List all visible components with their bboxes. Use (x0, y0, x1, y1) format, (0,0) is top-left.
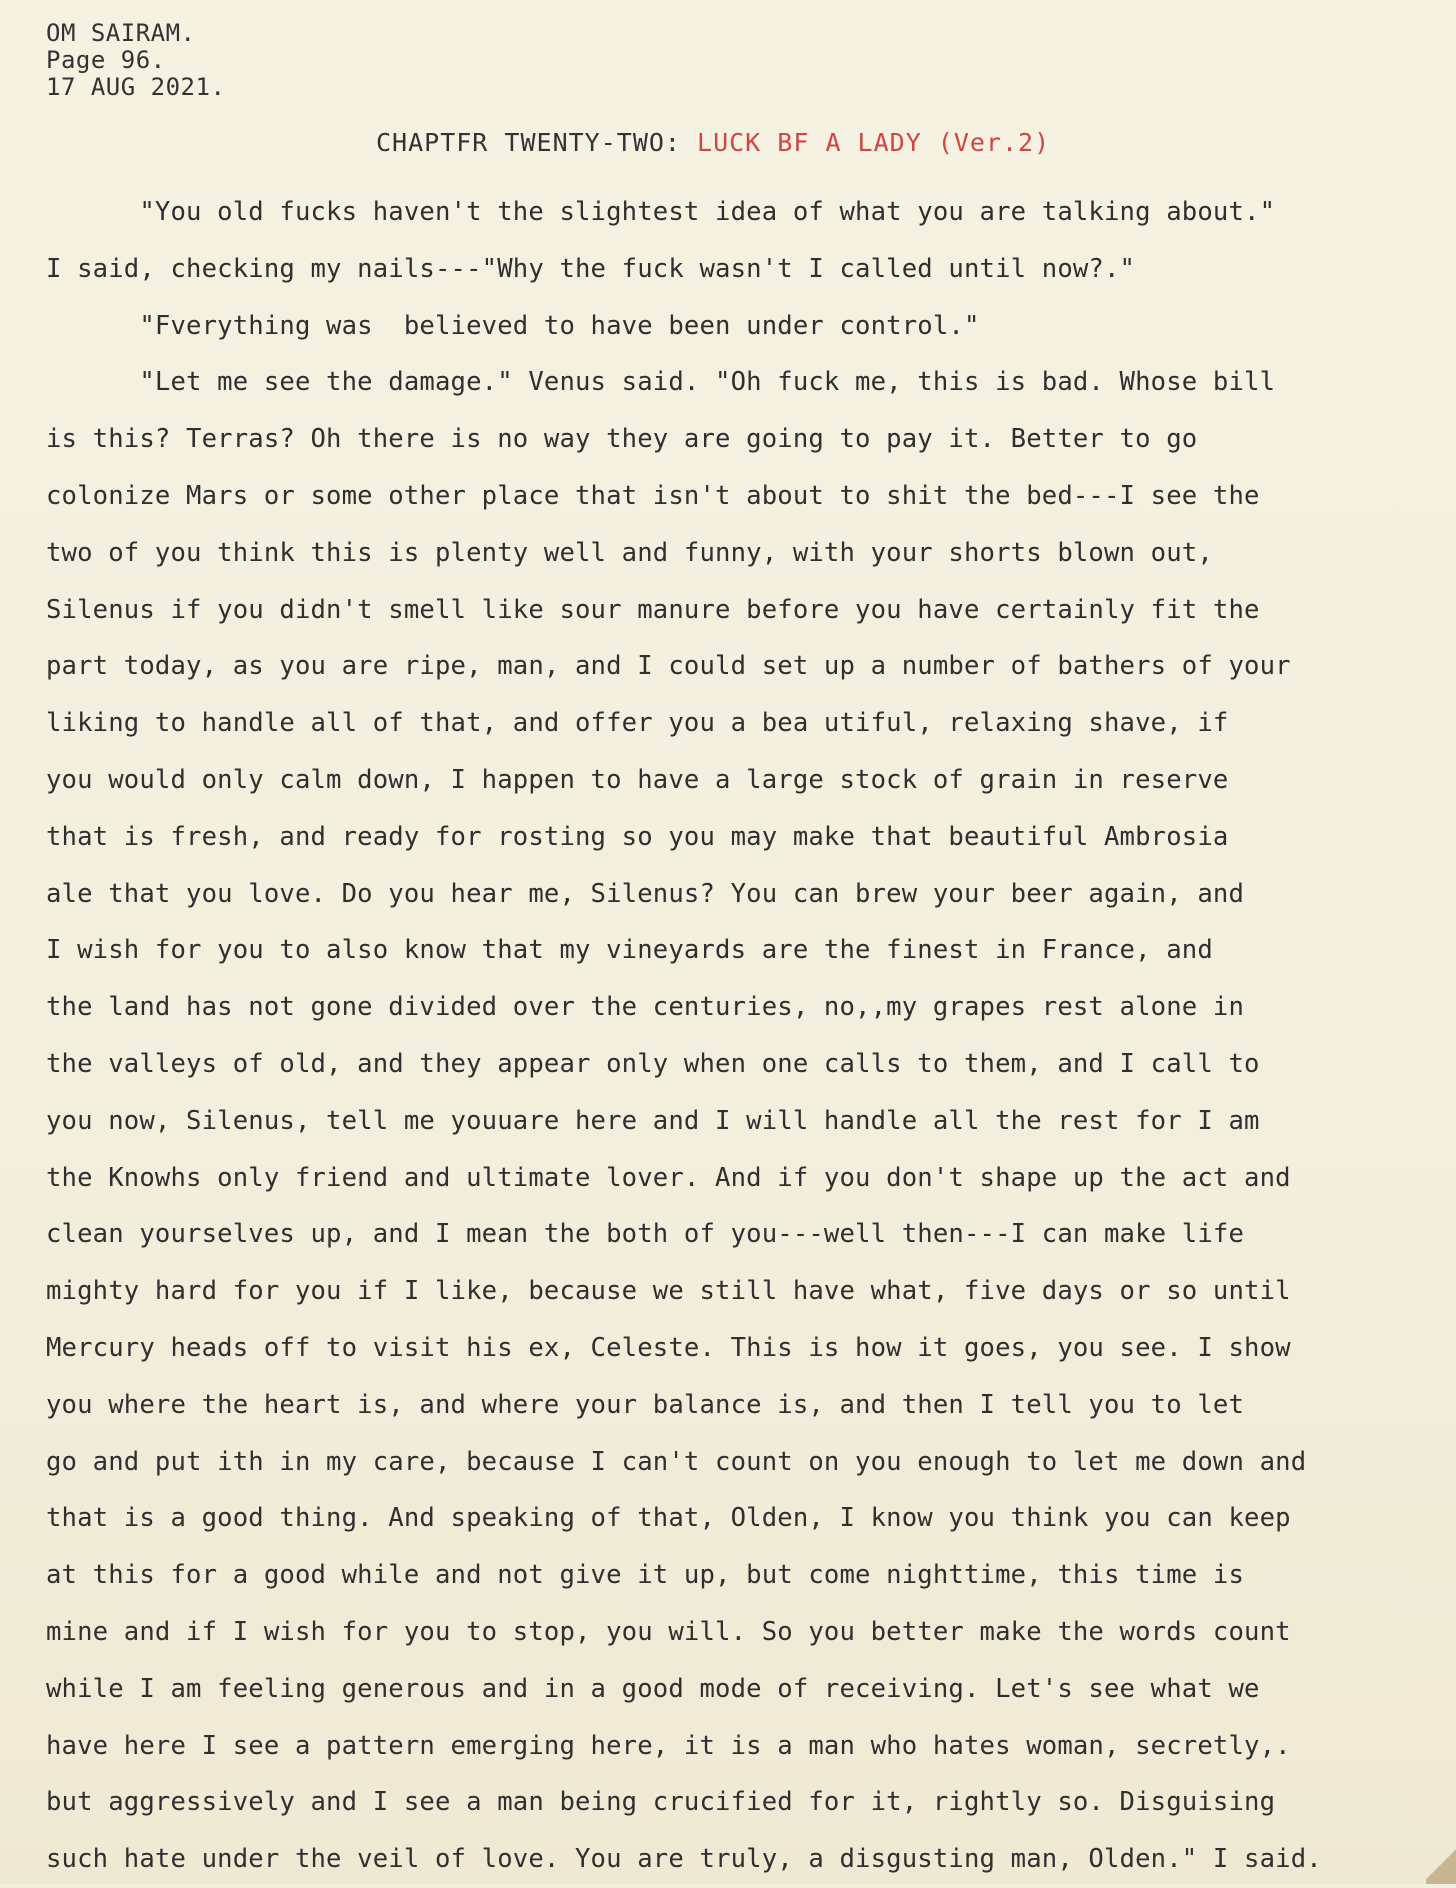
text-line: Silenus if you didn't smell like sour manure before you have certainly fit the (46, 594, 1260, 625)
text-line: go and put ith in my care, because I can't count on you enough to let me down and (46, 1446, 1307, 1477)
text-line: "Let me see the damage." Venus said. "Oh fuck me, this is bad. Whose bill (46, 367, 1276, 398)
text-line: is this? Terras? Oh there is no way they are going to pay it. Better to go (46, 424, 1198, 455)
text-line: that is a good thing. And speaking of that, Olden, I know you think you can keep (46, 1503, 1291, 1534)
text-line: you where the heart is, and where your balance is, and then I tell you to let (46, 1389, 1245, 1420)
text-line: I wish for you to also know that my vineyards are the finest in France, and (46, 935, 1213, 966)
text-line: "Fverything was believed to have been under control." (46, 310, 980, 341)
text-line: that is fresh, and ready for rosting so you may make that beautiful Ambrosia (46, 821, 1229, 852)
text-line: colonize Mars or some other place that isn't about to shit the bed---I see the (46, 480, 1260, 511)
text-line: but aggressively and I see a man being crucified for it, rightly so. Disguising (46, 1787, 1276, 1818)
header-date: 17 AUG 2021. (46, 73, 226, 101)
text-line: liking to handle all of that, and offer you a bea utiful, relaxing shave, if (46, 708, 1229, 739)
body-text (46, 184, 1426, 1888)
text-line: while I am feeling generous and in a good mode of receiving. Let's see what we (46, 1673, 1260, 1704)
page-corner (1426, 1844, 1456, 1884)
chapter-name: LUCK BF A LADY (Ver.2) (697, 128, 1051, 157)
text-line: have here I see a pattern emerging here, it is a man who hates woman, secretly,. (46, 1730, 1291, 1761)
header-page-number: Page 96. (46, 46, 166, 74)
text-line: ale that you love. Do you hear me, Silenus? You can brew your beer again, and (46, 878, 1245, 909)
text-line: the land has not gone divided over the centuries, no,,my grapes rest alone in (46, 992, 1245, 1023)
text-line: Mercury heads off to visit his ex, Celeste. This is how it goes, you see. I show (46, 1332, 1291, 1363)
text-line: clean yourselves up, and I mean the both of you---well then---I can make life (46, 1219, 1245, 1250)
page-header (46, 20, 225, 101)
text-line: the valleys of old, and they appear only when one calls to them, and I call to (46, 1048, 1260, 1079)
text-line: part today, as you are ripe, man, and I could set up a number of bathers of your (46, 651, 1291, 682)
text-line: at this for a good while and not give it up, but come nighttime, this time is (46, 1560, 1245, 1591)
text-line: such hate under the veil of love. You are truly, a disgusting man, Olden." I said. (46, 1844, 1322, 1875)
chapter-title (376, 128, 1050, 157)
text-line: you would only calm down, I happen to have a large stock of grain in reserve (46, 764, 1229, 795)
text-line: "You old fucks haven't the slightest idea of what you are talking about." (46, 197, 1276, 227)
text-line: you now, Silenus, tell me youuare here and I will handle all the rest for I am (46, 1105, 1260, 1136)
text-line: mighty hard for you if I like, because we still have what, five days or so until (46, 1276, 1291, 1307)
text-line: the Knowhs only friend and ultimate lover. And if you don't shape up the act and (46, 1162, 1291, 1193)
chapter-number: CHAPTFR TWENTY-TWO: (376, 128, 698, 157)
header-greeting: OM SAIRAM. (46, 19, 196, 47)
text-line: two of you think this is plenty well and funny, with your shorts blown out, (46, 537, 1213, 568)
text-line: mine and if I wish for you to stop, you will. So you better make the words count (46, 1616, 1291, 1647)
text-line: I said, checking my nails---"Why the fuck wasn't I called until now?." (46, 253, 1136, 284)
